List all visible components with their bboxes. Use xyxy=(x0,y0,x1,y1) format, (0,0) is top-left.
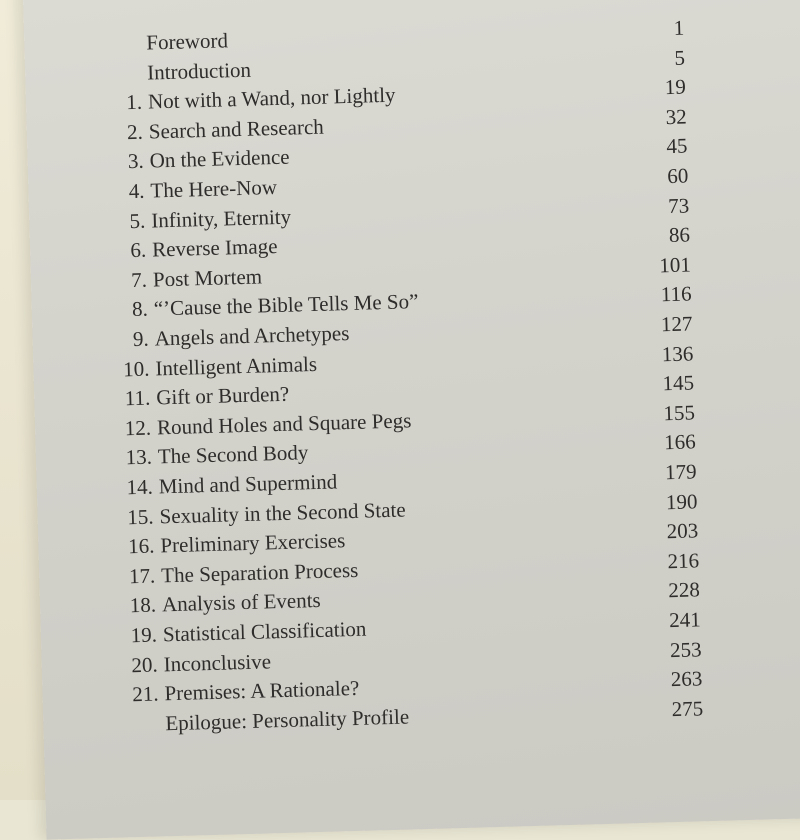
chapter-number: 4. xyxy=(128,178,145,204)
chapter-number: 18. xyxy=(129,592,157,618)
chapter-number: 17. xyxy=(128,563,156,589)
page-number: 145 xyxy=(662,370,695,396)
chapter-title: Not with a Wand, nor Lightly xyxy=(147,82,396,114)
chapter-title: Infinity, Eternity xyxy=(150,204,292,233)
page-number: 5 xyxy=(674,45,686,70)
chapter-title: Sexuality in the Second State xyxy=(159,497,406,528)
page-number: 60 xyxy=(666,163,689,189)
chapter-title: Intelligent Animals xyxy=(155,351,318,381)
page-number: 19 xyxy=(664,74,687,100)
page-number: 275 xyxy=(671,696,704,721)
chapter-number: 15. xyxy=(127,504,154,529)
chapter-number xyxy=(100,29,140,30)
page-number: 241 xyxy=(668,607,702,633)
chapter-number: 3. xyxy=(127,149,144,174)
page-number: 216 xyxy=(667,548,700,574)
chapter-title: Inconclusive xyxy=(163,648,272,676)
page-number: 155 xyxy=(663,400,696,426)
chapter-title: Round Holes and Square Pegs xyxy=(156,408,412,440)
page-number: 228 xyxy=(668,577,701,603)
chapter-title: The Second Body xyxy=(157,440,309,469)
chapter-title: The Here-Now xyxy=(150,174,278,203)
page-number: 32 xyxy=(665,104,687,129)
chapter-number: 13. xyxy=(125,444,153,470)
chapter-number xyxy=(119,709,159,710)
chapter-title: Search and Research xyxy=(148,114,325,144)
chapter-title: Introduction xyxy=(146,57,252,85)
page-number: 86 xyxy=(668,222,691,248)
chapter-title: Foreword xyxy=(146,28,229,55)
page-number: 1 xyxy=(673,15,685,40)
page-number: 127 xyxy=(660,311,693,337)
chapter-number: 20. xyxy=(131,652,159,677)
chapter-title: Gift or Burden? xyxy=(155,381,290,410)
page-number: 166 xyxy=(663,429,697,455)
page-number: 179 xyxy=(664,459,697,485)
chapter-title: Mind and Supermind xyxy=(158,469,338,499)
chapter-number: 6. xyxy=(130,237,147,263)
chapter-number: 12. xyxy=(124,415,152,441)
page-number: 190 xyxy=(665,488,698,514)
page-number: 203 xyxy=(666,518,699,544)
chapter-title: Angels and Archetypes xyxy=(154,321,350,351)
chapter-title: “’Cause the Bible Tells Me So” xyxy=(153,289,419,321)
chapter-number: 19. xyxy=(130,622,158,648)
chapter-number: 1. xyxy=(125,89,143,115)
page-number: 136 xyxy=(661,341,694,366)
page-number: 101 xyxy=(658,252,692,278)
page-number: 263 xyxy=(670,666,703,692)
chapter-number: 16. xyxy=(127,533,155,559)
chapter-title: Post Mortem xyxy=(152,264,263,292)
chapter-number: 10. xyxy=(122,356,150,381)
chapter-title: Reverse Image xyxy=(151,234,278,262)
page-number: 73 xyxy=(667,193,690,218)
chapter-title: Preliminary Exercises xyxy=(160,528,346,558)
chapter-title: Epilogue: Personality Profile xyxy=(165,704,410,736)
chapter-title: The Separation Process xyxy=(160,557,359,588)
chapter-number: 9. xyxy=(132,326,149,352)
chapter-number: 8. xyxy=(131,297,149,322)
chapter-number: 7. xyxy=(130,267,148,292)
chapter-title: Analysis of Events xyxy=(161,588,321,617)
chapter-title: Statistical Classification xyxy=(162,616,367,647)
book-page xyxy=(22,0,800,840)
chapter-title: Premises: A Rationale? xyxy=(164,676,360,706)
page-number: 253 xyxy=(669,636,702,662)
page-number: 45 xyxy=(666,133,688,159)
chapter-number: 11. xyxy=(124,385,151,411)
chapter-number xyxy=(101,58,141,59)
chapter-number: 14. xyxy=(126,474,154,500)
chapter-number: 2. xyxy=(126,119,144,144)
page-number: 116 xyxy=(660,281,692,307)
chapter-number: 5. xyxy=(129,208,146,233)
chapter-title: On the Evidence xyxy=(149,145,290,173)
chapter-number: 21. xyxy=(131,681,159,707)
